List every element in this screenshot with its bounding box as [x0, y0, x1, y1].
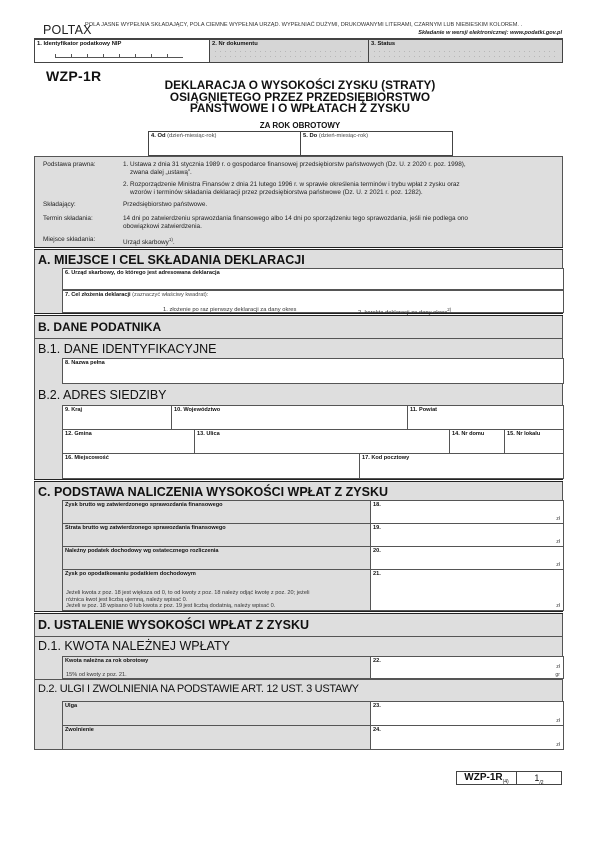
net-profit-label: Zysk po opodatkowaniu podatkiem dochodowym	[65, 571, 196, 577]
gross-loss-label-cell	[62, 523, 371, 547]
currency-unit: zł	[556, 516, 560, 522]
city-label: 16. Miejscowość	[65, 455, 109, 461]
municipality-label: 12. Gmina	[65, 431, 92, 437]
option-first-filing[interactable]: 1. złożenie po raz pierwszy deklaracji za dany okres	[163, 307, 297, 313]
gross-profit-label: Zysk brutto wg zatwierdzonego sprawozdania finansowego	[65, 502, 223, 508]
page-footer	[456, 771, 562, 785]
amount-due-field[interactable]	[370, 656, 564, 679]
tax-office-field[interactable]	[62, 268, 564, 290]
apartment-number-field[interactable]	[504, 429, 564, 454]
street-label: 13. Ulica	[197, 431, 220, 437]
document-number-field	[210, 40, 369, 62]
nip-label: 1. Identyfikator podatkowy NIP	[37, 41, 122, 47]
footnote-ref: 2)	[447, 307, 452, 312]
section-a	[34, 250, 563, 313]
legal-basis-text: zwana dalej „ustawą”.	[130, 168, 192, 176]
legal-basis-label: Podstawa prawna:	[43, 161, 96, 168]
postal-code-label: 17. Kod pocztowy	[362, 455, 410, 461]
deadline-value	[123, 215, 553, 230]
deadline-label: Termin składania:	[43, 215, 93, 222]
deadline-text: 14 dni po zatwierdzeniu sprawozdania finansowego albo 14 dni po sporządzeniu tego sprawozdania, jeśli nie podlega ono	[123, 215, 468, 222]
efile-note[interactable]: Składanie w wersji elektronicznej: www.podatki.gov.pl	[418, 30, 562, 36]
footer-page-number	[517, 772, 561, 784]
period-from-hint: (dzień-miesiąc-rok)	[167, 133, 217, 139]
legal-basis-text: Rozporządzenie Ministra Finansów z dnia 21 lutego 1996 r. w sprawie określenia terminów i trybu wpłat z zysku oraz	[130, 181, 460, 188]
section-a-title: A. MIEJSCE I CEL SKŁADANIA DEKLARACJI	[38, 253, 305, 267]
header-fields	[34, 38, 563, 63]
exemption-label: Zwolnienie	[65, 727, 94, 733]
exemption-field[interactable]	[370, 725, 564, 750]
section-b1-title: B.1. DANE IDENTYFIKACYJNE	[38, 342, 217, 356]
legal-basis-text: wzorów i terminów składania deklaracji przez przedsiębiorstwa państwowe (Dz. U. z 2021 r. poz. 1282).	[130, 188, 423, 196]
gross-loss-field[interactable]	[370, 523, 564, 547]
net-profit-field[interactable]	[370, 569, 564, 611]
deadline-text: obowiązkowi zatwierdzenia.	[123, 222, 202, 230]
currency-unit: zł	[556, 539, 560, 545]
divider	[34, 636, 563, 637]
amount-due-note: 15% od kwoty z poz. 21.	[66, 672, 127, 678]
form-title-line: PAŃSTWOWE I O WPŁATACH Z ZYSKU	[189, 101, 411, 115]
municipality-field[interactable]	[62, 429, 195, 454]
amount-due-label-cell	[62, 656, 371, 679]
gross-loss-label: Strata brutto wg zatwierdzonego sprawozdania finansowego	[65, 525, 226, 531]
footer-form-code	[457, 772, 517, 784]
place-value: Urząd skarbowy$^{1)}$.	[123, 237, 175, 247]
form-title	[100, 80, 500, 115]
currency-unit: zł	[556, 562, 560, 568]
footer-code-text: WZP-1R	[464, 772, 503, 783]
place-label: Miejsce składania:	[43, 236, 96, 243]
city-field[interactable]	[62, 453, 360, 479]
house-number-label: 14. Nr domu	[452, 431, 485, 437]
section-d2-title: D.2. ULGI I ZWOLNIENIA NA PODSTAWIE ART. 12 UST. 3 USTAWY	[38, 683, 359, 695]
nip-digit-ticks	[55, 54, 183, 58]
info-box	[34, 156, 563, 248]
county-label: 11. Powiat	[410, 407, 438, 413]
section-d-title: D. USTALENIE WYSOKOŚCI WPŁAT Z ZYSKU	[38, 618, 310, 632]
field-number: 21.	[373, 571, 381, 577]
section-b-title: B. DANE PODATNIKA	[38, 320, 162, 334]
postal-code-field[interactable]	[359, 453, 564, 479]
period-from-field[interactable]	[149, 132, 301, 155]
purpose-label: 7. Cel złożenia deklaracji	[65, 292, 131, 298]
county-field[interactable]	[407, 405, 564, 430]
relief-field[interactable]	[370, 701, 564, 726]
nip-field[interactable]	[35, 40, 210, 62]
declaration-purpose-field	[62, 290, 564, 313]
status-field	[369, 40, 562, 62]
footer-version: (4)	[502, 779, 509, 785]
place-text: Urząd skarbowy	[123, 239, 169, 247]
full-name-field[interactable]	[62, 358, 564, 384]
legal-basis-item	[123, 181, 553, 196]
item-number: 1.	[123, 161, 129, 168]
country-field[interactable]	[62, 405, 172, 430]
apartment-number-label: 15. Nr lokalu	[507, 431, 541, 437]
currency-unit: zł	[556, 603, 560, 609]
section-c	[34, 482, 563, 611]
filer-value: Przedsiębiorstwo państwowe.	[123, 201, 208, 208]
period-to-hint: (dzień-miesiąc-rok)	[318, 133, 369, 139]
field-number: 20.	[373, 548, 381, 554]
document-number-label: 2. Nr dokumentu	[212, 41, 258, 47]
country-label: 9. Kraj	[65, 407, 83, 413]
exemption-label-cell	[62, 725, 371, 750]
legal-basis-item	[123, 161, 553, 176]
full-name-label: 8. Nazwa pełna	[65, 360, 105, 366]
divider	[34, 338, 563, 339]
field-number: 22.	[373, 658, 381, 664]
section-b2-title: B.2. ADRES SIEDZIBY	[38, 388, 167, 402]
note-line: Jeżeli kwota z poz. 18 jest większa od 0, to od kwoty z poz. 18 należy odjąć kwotę z poz. 20; jeżeli	[66, 590, 310, 596]
gross-profit-field[interactable]	[370, 500, 564, 524]
period-from-label: 4. Od	[151, 133, 166, 139]
net-profit-label-cell	[62, 569, 371, 611]
page-current: 1	[534, 773, 540, 783]
field-number: 24.	[373, 727, 381, 733]
note-line: Jeżeli w poz. 18 wpisano 0 lub kwota z poz. 19 jest liczbą dodatnią, należy wpisać 0.	[66, 603, 276, 609]
house-number-field[interactable]	[449, 429, 505, 454]
form-code: WZP-1R	[46, 68, 102, 84]
currency-unit: zł	[556, 742, 560, 748]
section-b	[34, 316, 563, 480]
period-to-label: 5. Do	[303, 133, 318, 139]
voivodeship-label: 10. Województwo	[174, 407, 221, 413]
fill-instructions: POLA JASNE WYPEŁNIA SKŁADAJĄCY, POLA CIEMNE WYPEŁNIA URZĄD. WYPEŁNIAĆ DUŻYMI, DRUKOWANYMI LITERAMI, CZARNYM LUB NIEBIESKIM KOLOREM. .	[85, 22, 523, 28]
relief-label: Ulga	[65, 703, 78, 709]
section-c-title: C. PODSTAWA NALICZENIA WYSOKOŚCI WPŁAT Z ZYSKU	[38, 485, 388, 499]
currency-unit: zł	[556, 718, 560, 724]
filer-label: Składający:	[43, 201, 76, 208]
form-title-line: OSIĄGNIĘTEGO PRZEZ PRZEDSIĘBIORSTWO	[169, 89, 431, 104]
purpose-hint: (zaznaczyć właściwy kwadrat):	[132, 292, 209, 298]
period-fields	[148, 131, 453, 156]
page-total: /2	[539, 779, 544, 786]
option-correction-label: 2. korekta deklaracji za dany okres	[358, 309, 448, 316]
period-to-field[interactable]	[301, 132, 452, 155]
poltax-logo: POLTAX	[43, 23, 92, 37]
note-line: różnica kwot jest liczbą ujemną, należy wpisać 0.	[66, 596, 188, 603]
field-number: 18.	[373, 502, 381, 508]
form-title-line: DEKLARACJA O WYSOKOŚCI ZYSKU (STRATY)	[164, 78, 436, 92]
currency-unit-gr: gr	[555, 672, 560, 678]
divider	[34, 679, 563, 680]
voivodeship-field[interactable]	[171, 405, 408, 430]
relief-label-cell	[62, 701, 371, 726]
gross-profit-label-cell	[62, 500, 371, 524]
field-number: 19.	[373, 525, 381, 531]
income-tax-label: Należny podatek dochodowy wg ostatecznego rozliczenia	[65, 548, 219, 554]
legal-basis-text: Ustawa z dnia 31 stycznia 1989 r. o gospodarce finansowej przedsiębiorstw państwowych (Dz. U. z 2020 r. poz. 1998),	[130, 161, 466, 168]
net-profit-note	[66, 590, 356, 610]
street-field[interactable]	[194, 429, 450, 454]
section-d1-title: D.1. KWOTA NALEŻNEJ WPŁATY	[38, 639, 230, 653]
amount-due-label: Kwota należna za rok obrotowy	[65, 658, 149, 664]
item-number: 2.	[123, 181, 129, 188]
income-tax-field[interactable]	[370, 546, 564, 570]
currency-unit-zl: zł	[556, 664, 560, 670]
status-label: 3. Status	[371, 41, 396, 47]
section-d	[34, 614, 563, 750]
footnote-ref: 1)	[168, 237, 173, 242]
form-subtitle: ZA ROK OBROTOWY	[259, 121, 341, 130]
income-tax-label-cell	[62, 546, 371, 570]
tax-office-label: 6. Urząd skarbowy, do którego jest adresowana deklaracja	[65, 270, 220, 276]
field-number: 23.	[373, 703, 381, 709]
